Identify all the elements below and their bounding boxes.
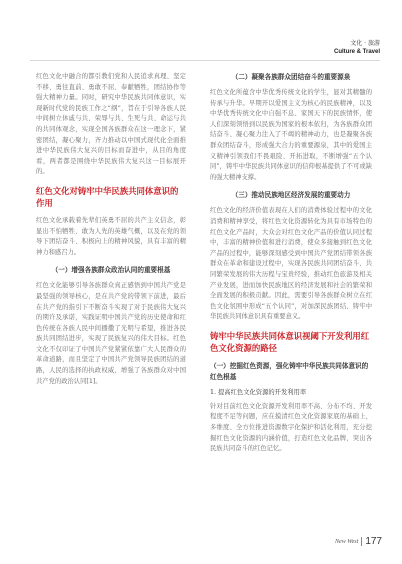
section-heading: 铸牢中华民族共同体意识视阈下开发利用红色文化资源的路径 [210, 330, 370, 353]
section-heading: 红色文化对铸牢中华民族共同体意识的作用 [36, 185, 179, 208]
subsection-heading: （二）凝聚各族群众团结奋斗的重要源泉 [231, 73, 351, 81]
footer-divider [361, 537, 362, 546]
numbered-item-heading: 1. 提高红色文化资源的开发利用率 [210, 388, 307, 396]
page-footer [335, 536, 382, 547]
subsection-heading: （三）推动民族地区经济发展的重要动力 [231, 191, 351, 200]
page-header [334, 40, 380, 56]
section-label-en: Culture & Travel [333, 49, 380, 55]
section-label-cn: 文化 · 旅游 [350, 40, 380, 47]
journal-name: New West [335, 539, 359, 545]
body-paragraph: 针对目前红色文化资源开发利用率不高、分布不均、开发程度不足等问题，应在摸清红色文化资源家底的基础上，多维度、全方位推进资源数字化保护和活化利用，充分挖掘红色文化资源的内涵价值，打造红色文化品牌，突出各民族共同奋斗的红色记忆。 [210, 402, 372, 453]
body-paragraph: 红色文化中融合的都引教们党和人民追求真理、坚定不移、勇往直前、勇敢不屈、奉献牺牲，团结协作等强大精神力量。同时，研究中华民族共同体意识，实现新时代党的民族工作之“纲”，旨在于引导各族人民中间树立休戚与共、荣辱与共、生死与共、命运与共的共同体观念，实现全国各族群众在这一理念下，紧密团结，凝心聚力，齐力推动以中国式现代化全面推进中华民族伟大复兴的目标而奋进中，从目的角度看，两者都是围绕中华民族伟大复兴这一目标展开的。 [36, 73, 186, 176]
left-column [36, 72, 186, 394]
subsection-heading: （一）增强各族群众政治认同的重要根基 [51, 266, 171, 275]
body-paragraph: 红色文化所蕴含中华优秀传统文化的学生，显对其精髓的传承与升华。早期开以爱国主义为核心的民族精神，以及中华优秀传统文化中自强不息、家国天下的民族情怀，使人们深刻领悟到以民族为国家的根本依归，为各族群众团结奋斗、凝心聚力注入了不竭的精神动力，也是凝聚各族群众团结奋斗，形成强大合力的重要源泉，其中的爱国主义精神引领我们不畏艰险、开拓进取，不断增强“五个认同”，铸牢中华民族共同体意识的信仰根基提供了不可或缺的强大精神支撑。 [210, 89, 372, 181]
subsection-heading: （一）挖掘红色资源，强化铸牢中华民族共同体意识的红色根基 [210, 361, 369, 381]
header-divider [30, 60, 380, 61]
page-number: 177 [365, 536, 382, 547]
body-paragraph: 红色文化能够引导各族群众真正感悟到中国共产党是最坚强的领导核心，是在共产党的带领下前进，最后在共产党的指引下不断奋斗实现了对于民族伟大复兴的期许及承诺，实践证明中国共产党的历史使命和红色传统在各族人民中间播撒了光明与希望，推进各民族共同团结进步，实现了民族复兴的伟大目标。红色文化不仅印证了中国共产党紧紧依靠广大人民群众的革命道路，而且坚定了中国共产党领导民族团结的道路，人民的选择的执政权威，增强了各族群众对中国共产党的政治认同[1]。 [36, 282, 186, 385]
right-column [210, 72, 372, 462]
body-paragraph: 红色文化承载着先辈们英勇不屈的共产主义信念，彰显出不怕牺牲、敢为人先的英雄气概，以及在党的领导下团结奋斗、积极向上的精神风貌，具有丰富的精神力和感召力。 [36, 216, 186, 256]
body-paragraph: 红色文化的经济价值表现在人们的消费体验过程中的文化消费和精神享受，将红色文化资源转化为具有市场特色的红色文化产品时，大众会对红色文化产品的价值认同过程中，丰富的精神价值和进行消费，使众多接触到红色文化产品的过程中，能够深刻感受到中国共产党团结带领各族群众在革命和建设过程中，实现各民族共同团结奋斗、共同繁荣发展的伟大历程与宝贵经验，推动红色旅游及相关产业发展，进而加快民族地区的经济发展和社会的繁荣和全面发展的积极贡献。因此，需要引导各族群众树立在红色文化氛围中形成“五个认同”，对加深民族团结、铸牢中华民族共同体意识具有重要意义。 [210, 207, 372, 321]
